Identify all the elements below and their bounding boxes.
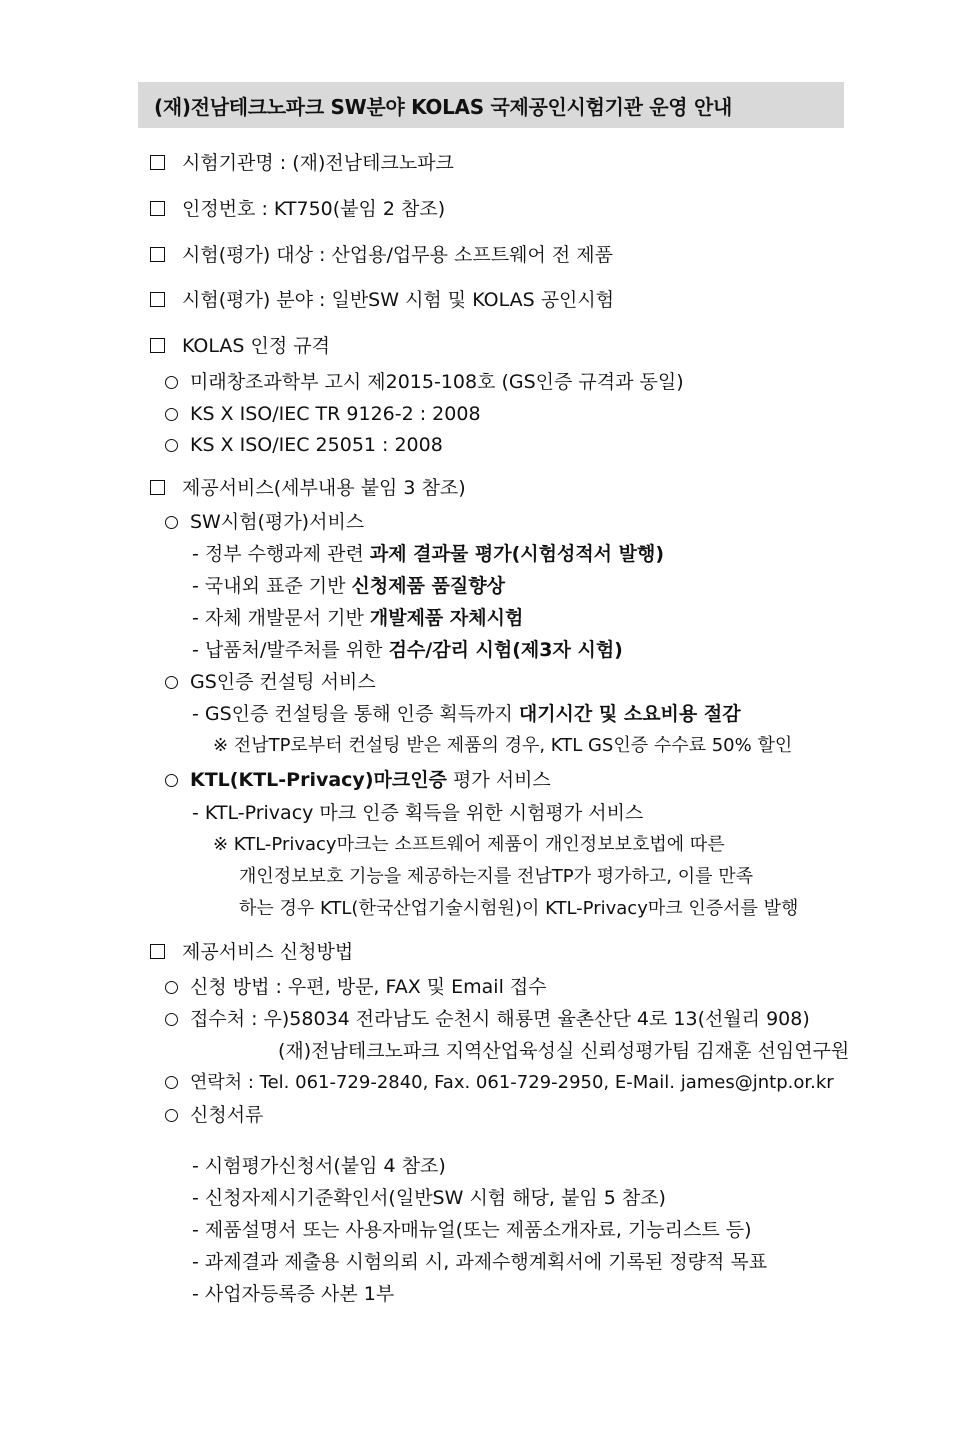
apply-heading: 제공서비스 신청방법 bbox=[182, 941, 354, 963]
services-heading: 제공서비스(세부내용 붙임 3 참조) bbox=[182, 477, 466, 499]
page-title: (재)전남테크노파크 SW분야 KOLAS 국제공인시험기관 운영 안내 bbox=[154, 94, 733, 119]
institution-line: 시험기관명 : (재)전남테크노파크 bbox=[182, 152, 454, 174]
doc-item: - 제품설명서 또는 사용자매뉴얼(또는 제품소개자료, 기능리스트 등) bbox=[192, 1219, 752, 1241]
circle-bullet-icon bbox=[165, 439, 178, 452]
circle-bullet-icon bbox=[165, 774, 178, 787]
sw-test-heading: SW시험(평가)서비스 bbox=[165, 509, 364, 535]
circle-bullet-icon bbox=[165, 1076, 178, 1089]
standard-item: KS X ISO/IEC TR 9126-2 : 2008 bbox=[165, 401, 481, 427]
checkbox-square-icon bbox=[150, 155, 165, 170]
checkbox-square-icon bbox=[150, 201, 165, 216]
gs-heading: GS인증 컨설팅 서비스 bbox=[165, 669, 376, 695]
circle-bullet-icon bbox=[165, 516, 178, 529]
apply-contact: 연락처 : Tel. 061-729-2840, Fax. 061-729-2950, E-Mail. james@jntp.or.kr bbox=[165, 1070, 834, 1096]
gs-note: ※ 전남TP로부터 컨설팅 받은 제품의 경우, KTL GS인증 수수료 50% 할인 bbox=[213, 735, 793, 756]
title-bar bbox=[138, 82, 844, 128]
ktl-heading: KTL(KTL-Privacy)마크인증 평가 서비스 bbox=[165, 767, 551, 793]
cert-number-line: 인정번호 : KT750(붙임 2 참조) bbox=[182, 198, 446, 220]
ktl-note: 하는 경우 KTL(한국산업기술시험원)이 KTL-Privacy마크 인증서를 발행 bbox=[239, 898, 799, 919]
apply-method: 신청 방법 : 우편, 방문, FAX 및 Email 접수 bbox=[165, 974, 547, 1000]
sw-test-item: - 국내외 표준 기반 신청제품 품질향상 bbox=[192, 575, 505, 597]
field-line: 시험(평가) 분야 : 일반SW 시험 및 KOLAS 공인시험 bbox=[182, 289, 615, 311]
sw-test-item: - 정부 수행과제 관련 과제 결과물 평가(시험성적서 발행) bbox=[192, 543, 665, 565]
circle-bullet-icon bbox=[165, 376, 178, 389]
checkbox-square-icon bbox=[150, 247, 165, 262]
docs-heading: 신청서류 bbox=[165, 1102, 263, 1128]
sw-test-item: - 납품처/발주처를 위한 검수/감리 시험(제3자 시험) bbox=[192, 639, 623, 661]
circle-bullet-icon bbox=[165, 981, 178, 994]
doc-item: - 신청자제시기준확인서(일반SW 시험 해당, 붙임 5 참조) bbox=[192, 1187, 666, 1209]
standards-heading: KOLAS 인정 규격 bbox=[182, 335, 330, 357]
checkbox-square-icon bbox=[150, 338, 165, 353]
circle-bullet-icon bbox=[165, 1013, 178, 1026]
doc-item: - 과제결과 제출용 시험의뢰 시, 과제수행계획서에 기록된 정량적 목표 bbox=[192, 1251, 768, 1273]
ktl-item: - KTL-Privacy 마크 인증 획득을 위한 시험평가 서비스 bbox=[192, 802, 644, 824]
circle-bullet-icon bbox=[165, 676, 178, 689]
standard-item: KS X ISO/IEC 25051 : 2008 bbox=[165, 432, 443, 458]
gs-item: - GS인증 컨설팅을 통해 인증 획득까지 대기시간 및 소요비용 절감 bbox=[192, 703, 741, 725]
checkbox-square-icon bbox=[150, 292, 165, 307]
apply-address-contact: (재)전남테크노파크 지역산업육성실 신뢰성평가팀 김재훈 선임연구원 bbox=[278, 1040, 850, 1062]
standard-item: 미래창조과학부 고시 제2015-108호 (GS인증 규격과 동일) bbox=[165, 369, 684, 395]
ktl-note: ※ KTL-Privacy마크는 소프트웨어 제품이 개인정보보호법에 따른 bbox=[213, 834, 725, 855]
checkbox-square-icon bbox=[150, 480, 165, 495]
doc-item: - 사업자등록증 사본 1부 bbox=[192, 1283, 395, 1305]
doc-item: - 시험평가신청서(붙임 4 참조) bbox=[192, 1155, 446, 1177]
sw-test-item: - 자체 개발문서 기반 개발제품 자체시험 bbox=[192, 607, 524, 629]
ktl-note: 개인정보보호 기능을 제공하는지를 전남TP가 평가하고, 이를 만족 bbox=[239, 866, 753, 887]
circle-bullet-icon bbox=[165, 408, 178, 421]
apply-address: 접수처 : 우)58034 전라남도 순천시 해룡면 율촌산단 4로 13(선월리 908) bbox=[165, 1006, 810, 1032]
circle-bullet-icon bbox=[165, 1109, 178, 1122]
target-line: 시험(평가) 대상 : 산업용/업무용 소프트웨어 전 제품 bbox=[182, 244, 613, 266]
checkbox-square-icon bbox=[150, 944, 165, 959]
